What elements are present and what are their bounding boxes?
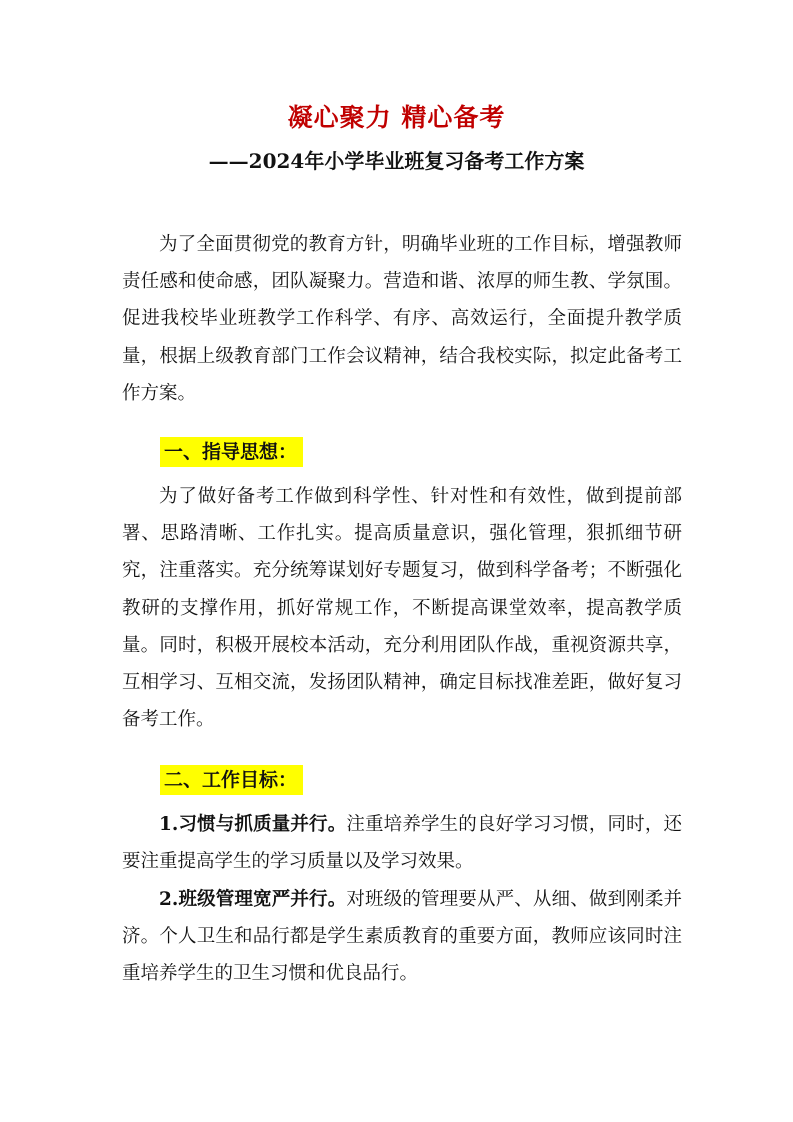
section-heading-work-goals: 二、工作目标：	[160, 765, 303, 795]
section-heading-guiding-ideology: 一、指导思想：	[160, 437, 303, 467]
work-goal-item-2-text: 对班级的管理要从严、从细、做到刚柔并济。个人卫生和品行都是学生素质教育的重要方面，教师应该同时注重培养学生的卫生习惯和优良品行。	[122, 889, 682, 985]
work-goal-item-1	[122, 806, 682, 880]
work-goal-item-2	[122, 881, 682, 993]
page-subtitle: ——2024年小学毕业班复习备考工作方案	[208, 149, 585, 173]
intro-paragraph: 为了全面贯彻党的教育方针，明确毕业班的工作目标，增强教师责任感和使命感，团队凝聚力。营造和谐、浓厚的师生教、学氛围。促进我校毕业班教学工作科学、有序、高效运行，全面提升教学质量，根据上级教育部门工作会议精神，结合我校实际，拟定此备考工作方案。	[122, 234, 682, 404]
guiding-ideology-paragraph: 为了做好备考工作做到科学性、针对性和有效性，做到提前部署、思路清晰、工作扎实。提高质量意识，强化管理，狠抓细节研究，注重落实。充分统筹谋划好专题复习，做到科学备考；不断强化教研的支撑作用，抓好常规工作，不断提高课堂效率，提高教学质量。同时，积极开展校本活动，充分利用团队作战，重视资源共享，互相学习、互相交流，发扬团队精神，确定目标找准差距，做好复习备考工作。	[122, 486, 682, 731]
work-goal-item-1-text: 注重培养学生的良好学习习惯，同时，还要注重提高学生的学习质量以及学习效果。	[122, 814, 682, 873]
page-title: 凝心聚力 精心备考	[287, 103, 506, 132]
work-goal-item-2-lead: 2.班级管理宽严并行。	[159, 889, 347, 910]
work-goal-item-1-lead: 1.习惯与抓质量并行。	[159, 814, 347, 835]
